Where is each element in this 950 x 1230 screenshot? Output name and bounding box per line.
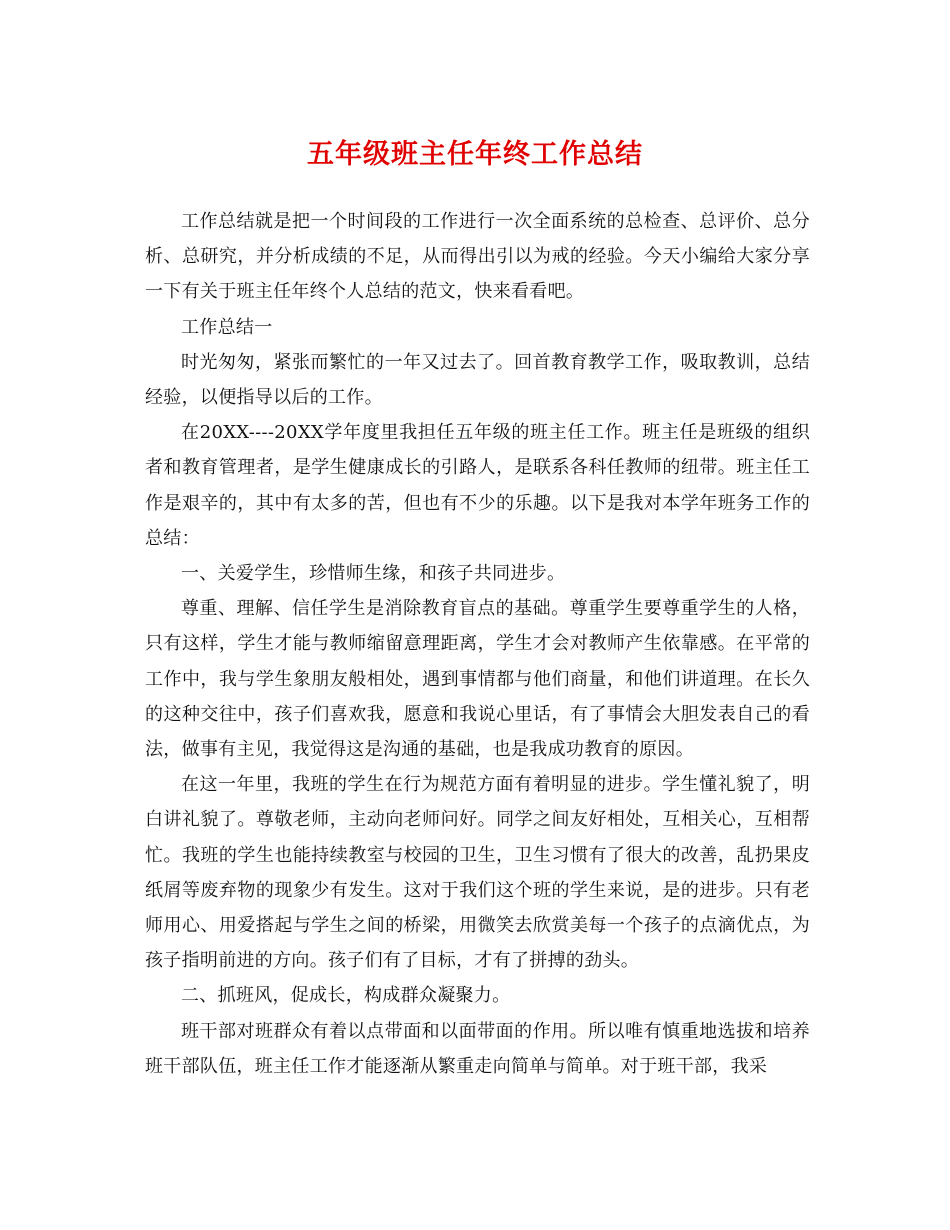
section-heading-care-students: 一、关爱学生，珍惜师生缘，和孩子共同进步。 <box>181 563 566 585</box>
section-heading-class-spirit: 二、抓班风，促成长，构成群众凝聚力。 <box>181 985 511 1007</box>
paragraph-respect-students: 尊重、理解、信任学生是消除教育盲点的基础。尊重学生要尊重学生的人格，只有这样，学生才能与教师缩留意理距离，学生才会对教师产生依靠感。在平常的工作中，我与学生象朋友般相处，遇到事情都与他们商量，和他们讲道理。在长久的这种交往中，孩子们喜欢我，愿意和我说心里话，有了事情会大胆发表自己的看法，做事有主见，我觉得这是沟通的基础，也是我成功教育的原因。 <box>145 598 810 761</box>
paragraph-time-passes: 时光匆匆，紧张而繁忙的一年又过去了。回首教育教学工作，吸取教训，总结经验，以便指导以后的工作。 <box>145 351 810 409</box>
paragraph-behavior-progress: 在这一年里，我班的学生在行为规范方面有着明显的进步。学生懂礼貌了，明白讲礼貌了。尊敬老师，主动向老师问好。同学之间友好相处，互相关心，互相帮忙。我班的学生也能持续教室与校园的卫生，卫生习惯有了很大的改善，乱扔果皮纸屑等废弃物的现象少有发生。这对于我们这个班的学生来说，是的进步。只有老师用心、用爱搭起与学生之间的桥梁，用微笑去欣赏美每一个孩子的点滴优点，为孩子指明前进的方向。孩子们有了目标，才有了拼搏的劲头。 <box>145 774 810 972</box>
document-body <box>145 204 810 1084</box>
document-title: 五年级班主任年终工作总结 <box>307 139 643 170</box>
paragraph-class-teacher-role: 在20XX----20XX学年度里我担任五年级的班主任工作。班主任是班级的组织者和教育管理者，是学生健康成长的引路人，是联系各科任教师的纽带。班主任工作是艰辛的，其中有太多的苦，但也有不少的乐趣。以下是我对本学年班务工作的总结： <box>145 422 810 549</box>
paragraph-intro: 工作总结就是把一个时间段的工作进行一次全面系统的总检查、总评价、总分析、总研究，并分析成绩的不足，从而得出引以为戒的经验。今天小编给大家分享一下有关于班主任年终个人总结的范文，快来看看吧。 <box>145 211 810 303</box>
section-heading-summary-one: 工作总结一 <box>181 316 273 338</box>
paragraph-class-cadres: 班干部对班群众有着以点带面和以面带面的作用。所以唯有慎重地选拔和培养班干部队伍，班主任工作才能逐渐从繁重走向简单与简单。对于班干部，我采 <box>145 1020 810 1077</box>
